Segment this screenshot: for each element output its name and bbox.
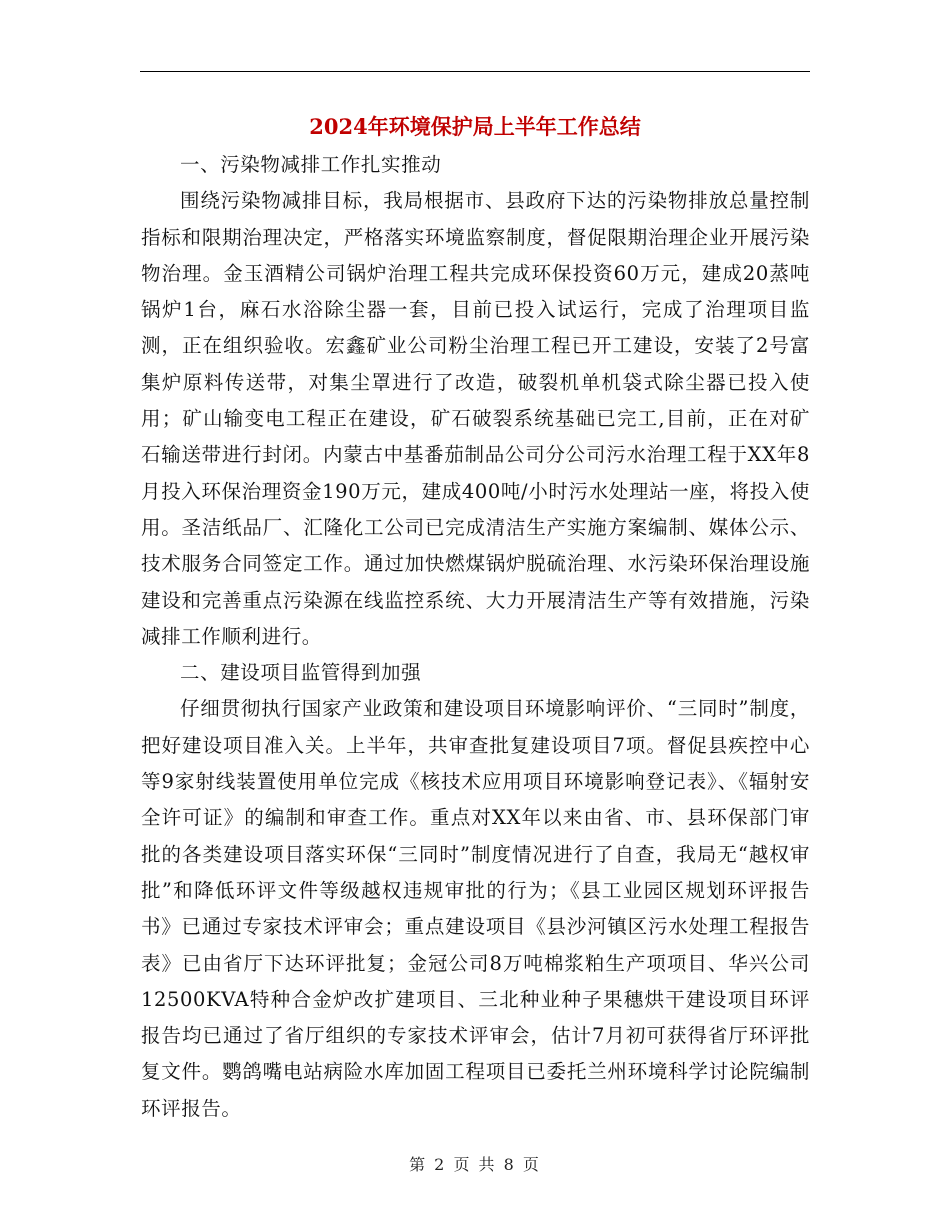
section-paragraph-1: 围绕污染物减排目标，我局根据市、县政府下达的污染物排放总量控制指标和限期治理决定，严格落实环境监察制度，督促限期治理企业开展污染物治理。金玉酒精公司锅炉治理工程共完成环保投资60万元，建成20蒸吨锅炉1台，麻石水浴除尘器一套，目前已投入试运行，完成了治理项目监测，正在组织验收。宏鑫矿业公司粉尘治理工程已开工建设，安装了2号富集炉原料传送带，对集尘罩进行了改造，破裂机单机袋式除尘器已投入使用；矿山输变电工程正在建设，矿石破裂系统基础已完工,目前，正在对矿石输送带进行封闭。内蒙古中基番茄制品公司分公司污水治理工程于XX年8月投入环保治理资金190万元，建成400吨/小时污水处理站一座，将投入使用。圣洁纸品厂、汇隆化工公司已完成清洁生产实施方案编制、媒体公示、技术服务合同签定工作。通过加快燃煤锅炉脱硫治理、水污染环保治理设施建设和完善重点污染源在线监控系统、大力开展清洁生产等有效措施，污染减排工作顺利进行。: [141, 189, 810, 648]
section-paragraph-2: 仔细贯彻执行国家产业政策和建设项目环境影响评价、“三同时”制度，把好建设项目准入关。上半年，共审查批复建设项目7项。督促县疾控中心等9家射线装置使用单位完成《核技术应用项目环境影响登记表》、《辐射安全许可证》的编制和审查工作。重点对XX年以来由省、市、县环保部门审批的各类建设项目落实环保“三同时”制度情况进行了自查，我局无“越权审批”和降低环评文件等级越权违规审批的行为；《县工业园区规划环评报告书》已通过专家技术评审会；重点建设项目《县沙河镇区污水处理工程报告表》已由省厅下达环评批复；金冠公司8万吨棉浆粕生产项项目、华兴公司12500KVA特种合金炉改扩建项目、三北种业种子果穗烘干建设项目环评报告均已通过了省厅组织的专家技术评审会，估计7月初可获得省厅环评批复文件。鹦鸽嘴电站病险水库加固工程项目已委托兰州环境科学讨论院编制环评报告。: [141, 697, 810, 1120]
document-body: [141, 147, 810, 1127]
header-rule: [140, 71, 810, 72]
page-number-footer: 第 2 页 共 8 页: [409, 1155, 541, 1174]
section-heading-2: 二、建设项目监管得到加强: [180, 661, 422, 685]
document-title: 2024年环境保护局上半年工作总结: [309, 114, 641, 139]
section-heading-1: 一、污染物减排工作扎实推动: [180, 153, 442, 176]
